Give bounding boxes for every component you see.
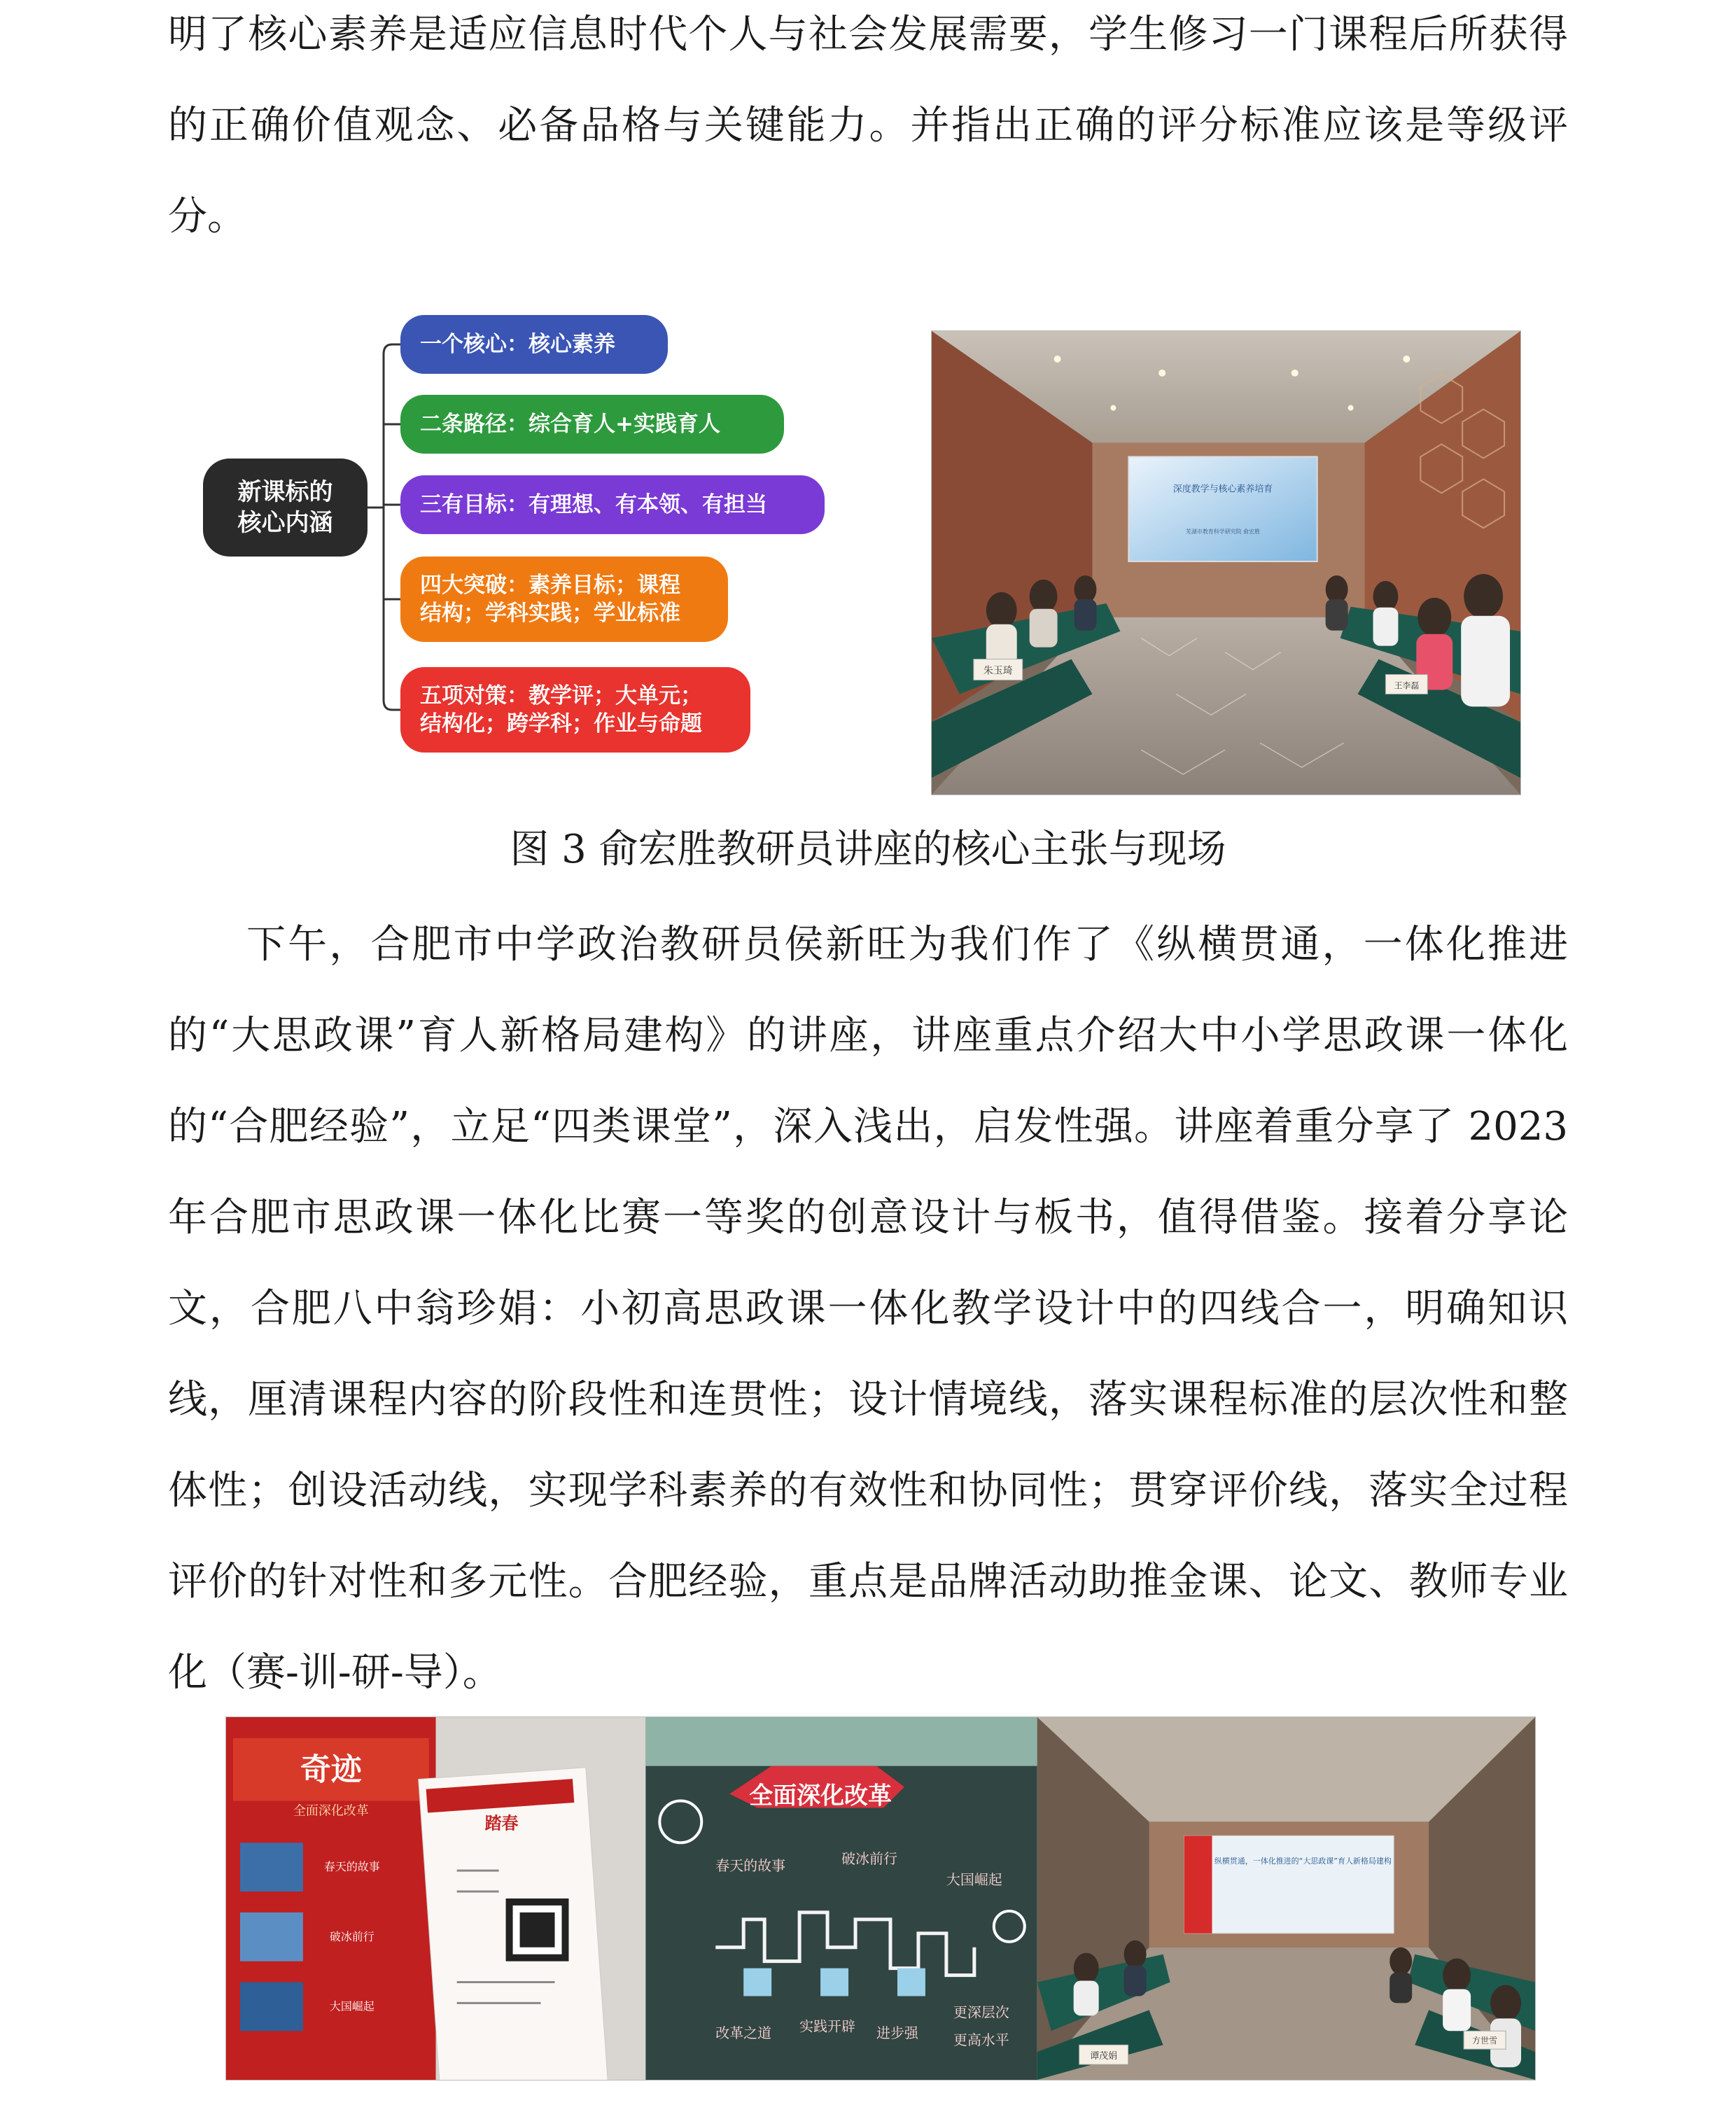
mindmap-branch-five-measures (400, 667, 750, 753)
mindmap-branch-label: 二条路径：综合育人+实践育人 (420, 412, 720, 437)
mindmap-branch-two-paths (400, 395, 784, 454)
core-connotation-mindmap (203, 315, 854, 763)
poster-item: 破冰前行 (329, 1929, 374, 1943)
figure-caption: 图 3 俞宏胜教研员讲座的核心主张与现场 (510, 827, 1226, 872)
board-phrase: 更深层次 (953, 2003, 1009, 2021)
mindmap-branch-four-breakthroughs (400, 557, 728, 642)
mindmap-branch-label: 一个核心：核心素养 (420, 332, 615, 357)
board-phrase: 大国崛起 (946, 1871, 1002, 1889)
mindmap-branch-one-core (400, 315, 668, 374)
lecture-venue-photo (931, 330, 1521, 795)
mindmap-branch-label: 三有目标：有理想、有本领、有担当 (420, 492, 767, 517)
mindmap-center-node: 新课标的 核心内涵 (203, 459, 368, 557)
name-card: 谭茂娟 (1090, 2051, 1118, 2062)
board-phrase: 更高水平 (953, 2031, 1009, 2049)
mindmap-branch-label: 四大突破：素养目标；课程 结构；学科实践；学业标准 (420, 573, 680, 626)
name-card: 王李磊 (1394, 680, 1420, 691)
board-phrase: 春天的故事 (715, 1857, 786, 1875)
poster-subtitle: 全面深化改革 (293, 1803, 369, 1819)
card-title: 踏春 (484, 1813, 519, 1833)
mindmap-branch-label: 五项对策：教学评；大单元； 结构化；跨学科；作业与命题 (420, 683, 702, 736)
poster-item: 大国崛起 (329, 1999, 374, 2013)
board-phrase: 改革之道 (715, 2024, 772, 2042)
poster-item: 春天的故事 (323, 1860, 380, 1874)
mindmap-branch-three-goals (400, 475, 825, 534)
screen-title: 深度教学与核心素养培育 (1172, 484, 1273, 495)
afternoon-paragraph: 下午，合肥市中学政治教研员侯新旺为我们作了《纵横贯通，一体化推进的“大思政课”育人新格局建构》的讲座，讲座重点介绍大中小学思政课一体化的“合肥经验”，立足“四类课堂”，深入浅出，启发性强。讲座着重分享了 2023 年合肥市思政课一体化比赛一等奖的创意设计与板书，值得借鉴。接着分享论文，合肥八中翁珍娟：小初高思政课一体化教学设计中的四线合一，明确知识线，厘清课程内容的阶段性和连贯性；设计情境线，落实课程标准的层次性和整体性；创设活动线，实现学科素养的有效性和协同性；贯穿评价线，落实全过程评价的针对性和多元性。合肥经验，重点是品牌活动助推金课、论文、教师专业化（赛-训-研-导）。 (168, 922, 1568, 1695)
intro-paragraph: 明了核心素养是适应信息时代个人与社会发展需要，学生修习一门课程后所获得的正确价值观念、必备品格与关键能力。并指出正确的评分标准应该是等级评分。 (168, 12, 1568, 239)
name-card: 朱玉琦 (983, 665, 1013, 677)
name-card: 方世雪 (1472, 2036, 1498, 2046)
screen-subtitle: 芜湖市教育科学研究院 俞宏胜 (1185, 529, 1261, 536)
board-phrase: 实践开辟 (799, 2017, 856, 2035)
board-design-and-meeting-photo (225, 1716, 1536, 2080)
meeting-screen-title: 纵横贯通，一体化推进的“大思政课”育人新格局建构 (1214, 1856, 1392, 1866)
board-title: 全面深化改革 (749, 1782, 892, 1810)
poster-title: 奇迹 (300, 1751, 362, 1788)
board-phrase: 进步强 (876, 2024, 918, 2042)
projection-screen (1128, 456, 1317, 561)
board-phrase: 破冰前行 (841, 1850, 897, 1868)
meeting-screen (1184, 1835, 1394, 1933)
